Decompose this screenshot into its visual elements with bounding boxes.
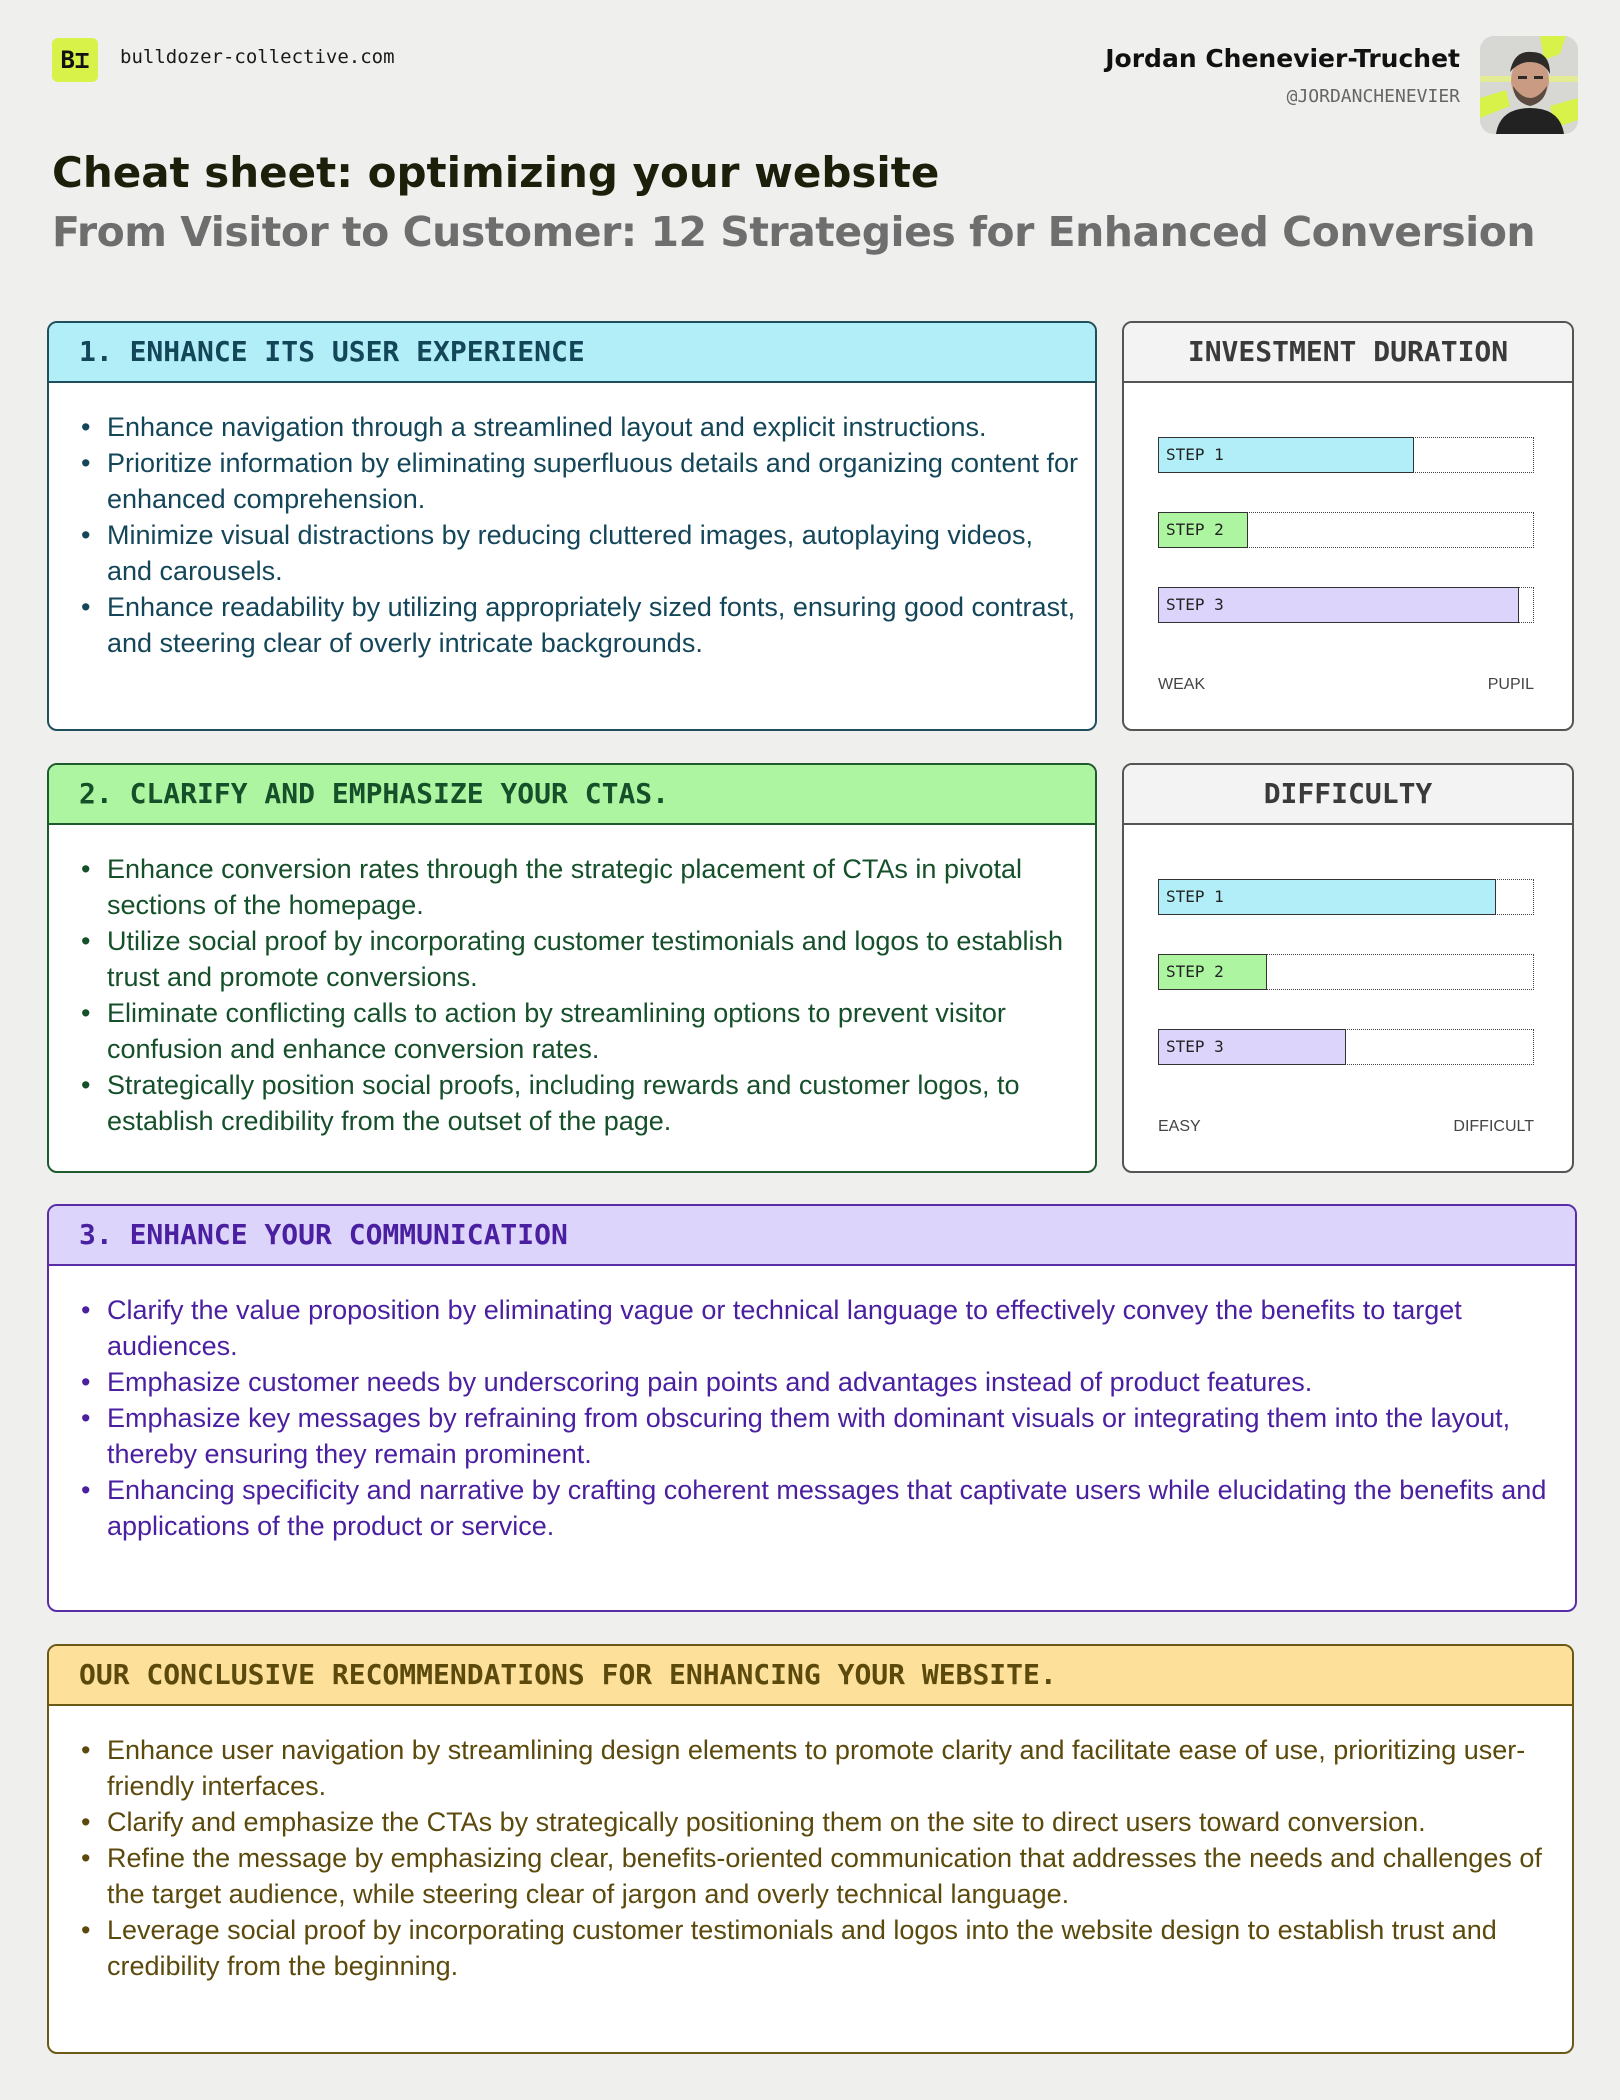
section-heading: 3. ENHANCE YOUR COMMUNICATION: [49, 1206, 1575, 1266]
list-item: • Enhance conversion rates through the strategic placement of CTAs in pivotal sections of the homepage.: [79, 851, 1085, 923]
bar-track: [1158, 587, 1534, 623]
bullet-list: [49, 383, 1095, 661]
bar-step-1: STEP 1: [1158, 879, 1496, 915]
bar-step-3: STEP 3: [1158, 587, 1519, 623]
bar-step-1: STEP 1: [1158, 437, 1414, 473]
page-title: Cheat sheet: optimizing your website: [52, 148, 940, 197]
section-heading: OUR CONCLUSIVE RECOMMENDATIONS FOR ENHANCING YOUR WEBSITE.: [49, 1646, 1572, 1706]
bar-track: [1158, 954, 1534, 990]
list-item: • Strategically position social proofs, including rewards and customer logos, to establish credibility from the outset of the page.: [79, 1067, 1085, 1139]
bar-track: [1158, 437, 1534, 473]
author-name: Jordan Chenevier-Truchet: [1105, 44, 1460, 73]
difficulty-chart: [1122, 763, 1574, 1173]
bar-track: [1158, 879, 1534, 915]
bar-step-2: STEP 2: [1158, 512, 1248, 548]
bar-track: [1158, 1029, 1534, 1065]
bullet-list: [49, 825, 1095, 1139]
list-item: • Enhance navigation through a streamlined layout and explicit instructions.: [79, 409, 1085, 445]
list-item: • Leverage social proof by incorporating customer testimonials and logos into the website design to establish trust and credibility from the beginning.: [79, 1912, 1562, 1984]
section-user-experience: [47, 321, 1097, 731]
list-item: • Enhancing specificity and narrative by crafting coherent messages that captivate users while elucidating the benefits and applications of the product or service.: [79, 1472, 1565, 1544]
section-heading: 2. CLARIFY AND EMPHASIZE YOUR CTAS.: [49, 765, 1095, 825]
list-item: • Refine the message by emphasizing clear, benefits-oriented communication that addresses the needs and challenges of the target audience, while steering clear of jargon and overly technical language.: [79, 1840, 1562, 1912]
brand-logo[interactable]: B⌶: [52, 38, 98, 82]
bullet-list: [49, 1706, 1572, 1984]
list-item: • Eliminate conflicting calls to action by streamlining options to prevent visitor confusion and enhance conversion rates.: [79, 995, 1085, 1067]
page-subtitle: From Visitor to Customer: 12 Strategies for Enhanced Conversion: [52, 208, 1536, 256]
bar-step-2: STEP 2: [1158, 954, 1267, 990]
list-item: • Utilize social proof by incorporating customer testimonials and logos to establish trust and promote conversions.: [79, 923, 1085, 995]
list-item: • Clarify and emphasize the CTAs by strategically positioning them on the site to direct users toward conversion.: [79, 1804, 1562, 1840]
list-item: • Prioritize information by eliminating superfluous details and organizing content for enhanced comprehension.: [79, 445, 1085, 517]
section-heading: 1. ENHANCE ITS USER EXPERIENCE: [49, 323, 1095, 383]
list-item: • Minimize visual distractions by reducing cluttered images, autoplaying videos, and carousels.: [79, 517, 1085, 589]
axis-max-label: DIFFICULT: [1453, 1118, 1534, 1135]
bullet-list: [49, 1266, 1575, 1544]
list-item: • Clarify the value proposition by eliminating vague or technical language to effectively convey the benefits to target audiences.: [79, 1292, 1565, 1364]
list-item: • Emphasize customer needs by underscoring pain points and advantages instead of product features.: [79, 1364, 1565, 1400]
chart-title: INVESTMENT DURATION: [1124, 323, 1572, 383]
list-item: • Enhance readability by utilizing appropriately sized fonts, ensuring good contrast, and steering clear of overly intricate backgrounds.: [79, 589, 1085, 661]
bar-step-3: STEP 3: [1158, 1029, 1346, 1065]
investment-duration-chart: [1122, 321, 1574, 731]
axis-max-label: PUPIL: [1487, 676, 1534, 693]
axis-min-label: EASY: [1158, 1118, 1201, 1135]
section-communication: [47, 1204, 1577, 1612]
section-recommendations: [47, 1644, 1574, 2054]
avatar-image: [1480, 36, 1578, 134]
axis-min-label: WEAK: [1158, 676, 1206, 693]
author-handle: @JORDANCHENEVIER: [1286, 86, 1460, 107]
bar-track: [1158, 512, 1534, 548]
author-avatar: [1480, 36, 1578, 134]
site-url[interactable]: bulldozer-collective.com: [120, 46, 395, 68]
section-ctas: [47, 763, 1097, 1173]
chart-title: DIFFICULTY: [1124, 765, 1572, 825]
list-item: • Enhance user navigation by streamlining design elements to promote clarity and facilitate ease of use, prioritizing user-friendly interfaces.: [79, 1732, 1562, 1804]
list-item: • Emphasize key messages by refraining from obscuring them with dominant visuals or integrating them into the layout, thereby ensuring they remain prominent.: [79, 1400, 1565, 1472]
